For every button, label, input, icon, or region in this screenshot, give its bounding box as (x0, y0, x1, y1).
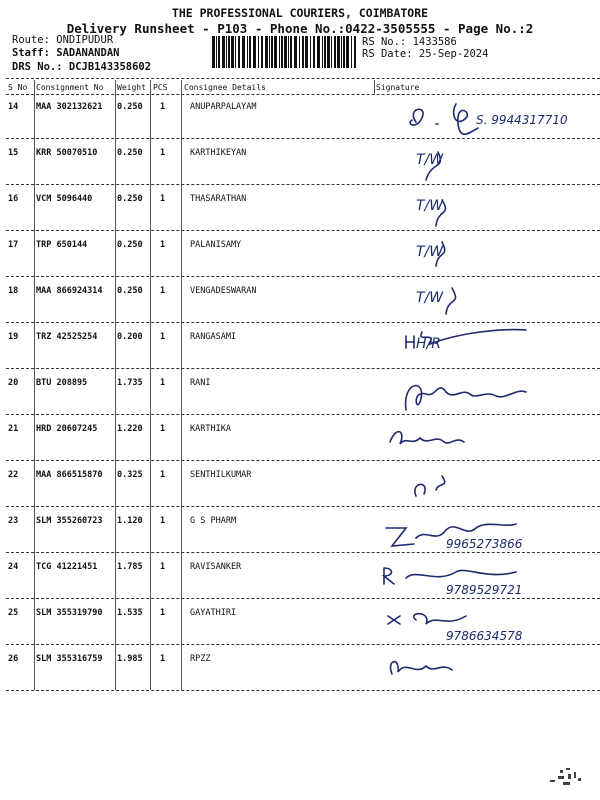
row-consignment: SLM 355260723 (36, 516, 103, 526)
signature-mark (376, 600, 596, 644)
row-weight: 0.250 (117, 194, 143, 204)
table-top-rule (6, 78, 600, 79)
signature-mark (376, 186, 596, 230)
row-weight: 1.220 (117, 424, 143, 434)
row-sno: 19 (8, 332, 19, 342)
row-pcs: 1 (160, 378, 166, 388)
row-consignee: ANUPARPALAYAM (190, 102, 257, 112)
row-weight: 1.785 (117, 562, 143, 572)
row-consignee: PALANISAMY (190, 240, 242, 250)
signature-mark (376, 646, 596, 690)
table-row (6, 646, 600, 692)
signature-mark (376, 554, 596, 598)
row-consignment: SLM 355319790 (36, 608, 103, 618)
row-pcs: 1 (160, 654, 166, 664)
row-weight: 0.325 (117, 470, 143, 480)
table-row (6, 600, 600, 646)
row-consignee: RANI (190, 378, 211, 388)
barcode (212, 36, 358, 68)
col-consignment: Consignment No (36, 83, 104, 92)
row-weight: 1.120 (117, 516, 143, 526)
row-consignment: MAA 302132621 (36, 102, 103, 112)
table-header (6, 80, 600, 94)
row-pcs: 1 (160, 286, 166, 296)
row-consignment: HRD 20607245 (36, 424, 98, 434)
table-row (6, 140, 600, 186)
row-weight: 1.735 (117, 378, 143, 388)
drs-number: DRS No.: DCJB143358602 (12, 61, 152, 73)
col-divider (374, 80, 375, 94)
row-pcs: 1 (160, 608, 166, 618)
row-divider (6, 414, 600, 415)
row-sno: 14 (8, 102, 19, 112)
row-pcs: 1 (160, 562, 166, 572)
row-sno: 16 (8, 194, 19, 204)
signature-mark (376, 94, 596, 138)
table-row (6, 370, 600, 416)
signature-mark (376, 462, 596, 506)
handwritten-note: S. 9944317710 (476, 113, 568, 127)
row-divider (6, 230, 600, 231)
row-divider (6, 598, 600, 599)
staff-label: Staff: SADANANDAN (12, 47, 120, 59)
signature-mark (376, 278, 596, 322)
table-row (6, 186, 600, 232)
scan-smudge (440, 762, 590, 798)
row-pcs: 1 (160, 516, 166, 526)
col-pcs: PCS (153, 83, 168, 92)
row-consignee: KARTHIKEYAN (190, 148, 247, 158)
row-sno: 15 (8, 148, 19, 158)
signature-mark (376, 370, 596, 414)
row-consignment: BTU 208895 (36, 378, 88, 388)
row-weight: 0.250 (117, 240, 143, 250)
row-divider (6, 276, 600, 277)
row-weight: 0.250 (117, 102, 143, 112)
row-consignee: RAVISANKER (190, 562, 242, 572)
col-consignee: Consignee Details (184, 83, 266, 92)
signature-mark (376, 232, 596, 276)
runsheet-title: Delivery Runsheet - P103 - Phone No.:0422-3505555 - Page No.:2 (66, 21, 534, 36)
table-row (6, 508, 600, 554)
row-sno: 23 (8, 516, 19, 526)
row-consignee: SENTHILKUMAR (190, 470, 252, 480)
handwritten-note: H/R (416, 336, 441, 352)
signature-mark (376, 508, 596, 552)
row-divider (6, 552, 600, 553)
route-label: Route: ONDIPUDUR (12, 34, 114, 46)
row-pcs: 1 (160, 332, 166, 342)
signature-mark (376, 140, 596, 184)
row-pcs: 1 (160, 148, 166, 158)
row-consignee: RPZZ (190, 654, 211, 664)
col-signature: Signature (376, 83, 420, 92)
table-row (6, 232, 600, 278)
table-row (6, 416, 600, 462)
row-consignment: TRZ 42525254 (36, 332, 98, 342)
row-consignee: THASARATHAN (190, 194, 247, 204)
company-title: THE PROFESSIONAL COURIERS, COIMBATORE (171, 6, 429, 20)
row-weight: 1.535 (117, 608, 143, 618)
table-row (6, 462, 600, 508)
row-weight: 0.250 (117, 286, 143, 296)
handwritten-note: T/W (416, 152, 444, 168)
row-consignee: VENGADESWARAN (190, 286, 257, 296)
row-sno: 20 (8, 378, 19, 388)
row-consignment: MAA 866515870 (36, 470, 103, 480)
table-row (6, 94, 600, 140)
row-consignment: TRP 650144 (36, 240, 88, 250)
handwritten-note: 9965273866 (446, 537, 523, 551)
handwritten-note: 9789529721 (446, 583, 523, 597)
row-consignee: KARTHIKA (190, 424, 231, 434)
row-sno: 26 (8, 654, 19, 664)
row-divider (6, 184, 600, 185)
row-divider (6, 322, 600, 323)
row-sno: 18 (8, 286, 19, 296)
handwritten-note: T/W (416, 244, 444, 260)
row-divider (6, 690, 600, 691)
row-consignment: VCM 5096440 (36, 194, 93, 204)
row-pcs: 1 (160, 240, 166, 250)
row-weight: 1.985 (117, 654, 143, 664)
row-sno: 21 (8, 424, 19, 434)
row-consignment: MAA 866924314 (36, 286, 103, 296)
row-divider (6, 138, 600, 139)
rs-number: RS No.: 1433586 (362, 36, 457, 48)
row-consignee: GAYATHIRI (190, 608, 237, 618)
row-sno: 24 (8, 562, 19, 572)
row-sno: 17 (8, 240, 19, 250)
row-divider (6, 644, 600, 645)
row-sno: 25 (8, 608, 19, 618)
row-weight: 0.250 (117, 148, 143, 158)
row-divider (6, 506, 600, 507)
row-sno: 22 (8, 470, 19, 480)
row-consignment: KRR 50070510 (36, 148, 98, 158)
row-divider (6, 368, 600, 369)
row-pcs: 1 (160, 194, 166, 204)
row-consignment: TCG 41221451 (36, 562, 98, 572)
handwritten-note: T/W (416, 290, 444, 306)
table-row (6, 554, 600, 600)
row-consignee: G S PHARM (190, 516, 237, 526)
table-row (6, 278, 600, 324)
col-sno: S No (8, 83, 28, 92)
row-divider (6, 460, 600, 461)
row-weight: 0.200 (117, 332, 143, 342)
rs-date: RS Date: 25-Sep-2024 (362, 48, 489, 60)
row-consignment: SLM 355316759 (36, 654, 103, 664)
handwritten-note: 9786634578 (446, 629, 523, 643)
table-row (6, 324, 600, 370)
row-consignee: RANGASAMI (190, 332, 237, 342)
signature-mark (376, 324, 596, 368)
col-weight: Weight (117, 83, 146, 92)
row-pcs: 1 (160, 102, 166, 112)
signature-mark (376, 416, 596, 460)
row-pcs: 1 (160, 470, 166, 480)
handwritten-note: T/W (416, 198, 444, 214)
row-pcs: 1 (160, 424, 166, 434)
